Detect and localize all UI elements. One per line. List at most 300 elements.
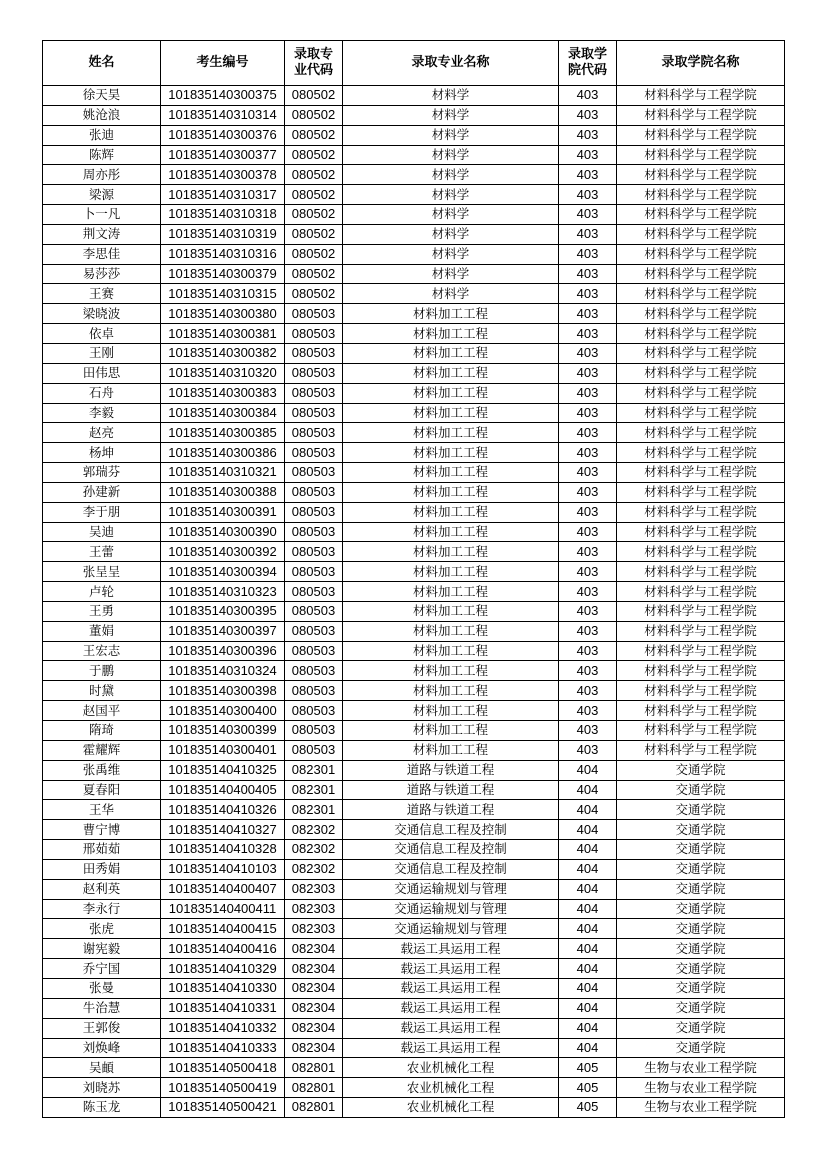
major-code-cell: 082801 bbox=[285, 1098, 343, 1118]
major-name-cell: 材料学 bbox=[343, 145, 559, 165]
college-code-cell: 404 bbox=[559, 1038, 617, 1058]
college-code-cell: 404 bbox=[559, 820, 617, 840]
college-code-cell: 404 bbox=[559, 840, 617, 860]
exam-number-cell: 101835140410329 bbox=[161, 959, 285, 979]
major-code-cell: 080503 bbox=[285, 343, 343, 363]
college-name-cell: 交通学院 bbox=[617, 840, 785, 860]
exam-number-cell: 101835140410333 bbox=[161, 1038, 285, 1058]
student-name-cell: 李永行 bbox=[43, 899, 161, 919]
exam-number-cell: 101835140310323 bbox=[161, 582, 285, 602]
major-name-cell: 载运工具运用工程 bbox=[343, 959, 559, 979]
college-name-cell: 材料科学与工程学院 bbox=[617, 701, 785, 721]
exam-number-cell: 101835140300377 bbox=[161, 145, 285, 165]
college-code-cell: 404 bbox=[559, 978, 617, 998]
exam-number-cell: 101835140400407 bbox=[161, 879, 285, 899]
major-code-cell: 080502 bbox=[285, 145, 343, 165]
major-code-cell: 080503 bbox=[285, 502, 343, 522]
college-name-cell: 材料科学与工程学院 bbox=[617, 482, 785, 502]
student-name-cell: 徐天昊 bbox=[43, 86, 161, 106]
major-name-cell: 材料加工工程 bbox=[343, 482, 559, 502]
major-name-cell: 载运工具运用工程 bbox=[343, 998, 559, 1018]
college-name-cell: 交通学院 bbox=[617, 919, 785, 939]
college-code-cell: 403 bbox=[559, 145, 617, 165]
college-code-cell: 403 bbox=[559, 482, 617, 502]
exam-number-cell: 101835140300394 bbox=[161, 562, 285, 582]
major-code-cell: 080503 bbox=[285, 562, 343, 582]
table-row bbox=[43, 264, 785, 284]
table-row bbox=[43, 740, 785, 760]
major-name-cell: 材料加工工程 bbox=[343, 324, 559, 344]
major-name-cell: 材料加工工程 bbox=[343, 403, 559, 423]
student-name-cell: 夏春阳 bbox=[43, 780, 161, 800]
major-name-cell: 农业机械化工程 bbox=[343, 1058, 559, 1078]
major-code-cell: 082801 bbox=[285, 1058, 343, 1078]
student-name-cell: 牛治慧 bbox=[43, 998, 161, 1018]
exam-number-cell: 101835140410325 bbox=[161, 760, 285, 780]
exam-number-cell: 101835140310319 bbox=[161, 224, 285, 244]
college-code-cell: 405 bbox=[559, 1098, 617, 1118]
major-name-cell: 载运工具运用工程 bbox=[343, 1018, 559, 1038]
college-name-cell: 生物与农业工程学院 bbox=[617, 1098, 785, 1118]
college-code-cell: 404 bbox=[559, 959, 617, 979]
table-row bbox=[43, 661, 785, 681]
student-name-cell: 谢宪毅 bbox=[43, 939, 161, 959]
major-name-cell: 材料加工工程 bbox=[343, 343, 559, 363]
student-name-cell: 赵利英 bbox=[43, 879, 161, 899]
student-name-cell: 邢茹茹 bbox=[43, 840, 161, 860]
college-name-cell: 交通学院 bbox=[617, 998, 785, 1018]
college-name-cell: 材料科学与工程学院 bbox=[617, 641, 785, 661]
major-name-cell: 载运工具运用工程 bbox=[343, 939, 559, 959]
exam-number-cell: 101835140310314 bbox=[161, 105, 285, 125]
exam-number-cell: 101835140300391 bbox=[161, 502, 285, 522]
table-row bbox=[43, 978, 785, 998]
college-code-cell: 403 bbox=[559, 443, 617, 463]
college-code-cell: 403 bbox=[559, 304, 617, 324]
exam-number-cell: 101835140300379 bbox=[161, 264, 285, 284]
college-name-cell: 交通学院 bbox=[617, 820, 785, 840]
major-code-cell: 080503 bbox=[285, 740, 343, 760]
exam-number-cell: 101835140310321 bbox=[161, 463, 285, 483]
student-name-cell: 张曼 bbox=[43, 978, 161, 998]
college-name-cell: 材料科学与工程学院 bbox=[617, 363, 785, 383]
student-name-cell: 梁晓波 bbox=[43, 304, 161, 324]
table-row bbox=[43, 145, 785, 165]
major-name-cell: 材料加工工程 bbox=[343, 383, 559, 403]
table-row bbox=[43, 443, 785, 463]
college-code-cell: 404 bbox=[559, 780, 617, 800]
college-name-cell: 材料科学与工程学院 bbox=[617, 145, 785, 165]
major-code-cell: 080502 bbox=[285, 224, 343, 244]
table-row bbox=[43, 899, 785, 919]
major-code-cell: 082303 bbox=[285, 919, 343, 939]
exam-number-cell: 101835140300398 bbox=[161, 681, 285, 701]
college-code-cell: 403 bbox=[559, 721, 617, 741]
major-code-cell: 082301 bbox=[285, 780, 343, 800]
major-code-cell: 080503 bbox=[285, 324, 343, 344]
college-code-cell: 404 bbox=[559, 859, 617, 879]
major-name-cell: 农业机械化工程 bbox=[343, 1078, 559, 1098]
college-code-cell: 404 bbox=[559, 800, 617, 820]
college-name-cell: 材料科学与工程学院 bbox=[617, 105, 785, 125]
table-row bbox=[43, 363, 785, 383]
major-code-cell: 080503 bbox=[285, 304, 343, 324]
student-name-cell: 王郭俊 bbox=[43, 1018, 161, 1038]
table-row bbox=[43, 562, 785, 582]
table-row bbox=[43, 681, 785, 701]
student-name-cell: 郭瑞芬 bbox=[43, 463, 161, 483]
college-name-cell: 材料科学与工程学院 bbox=[617, 224, 785, 244]
college-code-cell: 404 bbox=[559, 998, 617, 1018]
exam-number-cell: 101835140300390 bbox=[161, 522, 285, 542]
student-name-cell: 易莎莎 bbox=[43, 264, 161, 284]
exam-number-cell: 101835140400416 bbox=[161, 939, 285, 959]
major-name-cell: 交通运输规划与管理 bbox=[343, 879, 559, 899]
major-code-cell: 082302 bbox=[285, 859, 343, 879]
major-code-cell: 080503 bbox=[285, 463, 343, 483]
college-code-cell: 403 bbox=[559, 383, 617, 403]
college-name-cell: 材料科学与工程学院 bbox=[617, 443, 785, 463]
table-row bbox=[43, 125, 785, 145]
major-code-cell: 082304 bbox=[285, 978, 343, 998]
college-name-cell: 材料科学与工程学院 bbox=[617, 562, 785, 582]
college-code-cell: 403 bbox=[559, 284, 617, 304]
exam-number-cell: 101835140400411 bbox=[161, 899, 285, 919]
table-row bbox=[43, 482, 785, 502]
exam-number-cell: 101835140410331 bbox=[161, 998, 285, 1018]
major-code-cell: 080502 bbox=[285, 244, 343, 264]
admission-table bbox=[42, 40, 785, 1118]
exam-number-cell: 101835140400415 bbox=[161, 919, 285, 939]
table-row bbox=[43, 701, 785, 721]
header-row bbox=[43, 41, 785, 86]
major-code-cell: 080503 bbox=[285, 403, 343, 423]
college-name-cell: 交通学院 bbox=[617, 959, 785, 979]
college-code-cell: 403 bbox=[559, 542, 617, 562]
college-name-cell: 材料科学与工程学院 bbox=[617, 522, 785, 542]
student-name-cell: 周亦彤 bbox=[43, 165, 161, 185]
college-code-cell: 403 bbox=[559, 363, 617, 383]
exam-number-cell: 101835140300397 bbox=[161, 621, 285, 641]
table-row bbox=[43, 185, 785, 205]
major-code-cell: 082304 bbox=[285, 1038, 343, 1058]
major-code-cell: 080503 bbox=[285, 423, 343, 443]
college-code-cell: 404 bbox=[559, 760, 617, 780]
college-code-cell: 403 bbox=[559, 244, 617, 264]
header-college-name: 录取学院名称 bbox=[617, 41, 785, 86]
college-name-cell: 交通学院 bbox=[617, 1018, 785, 1038]
exam-number-cell: 101835140400405 bbox=[161, 780, 285, 800]
major-name-cell: 材料加工工程 bbox=[343, 582, 559, 602]
table-row bbox=[43, 304, 785, 324]
major-name-cell: 材料学 bbox=[343, 105, 559, 125]
table-row bbox=[43, 1098, 785, 1118]
college-code-cell: 403 bbox=[559, 621, 617, 641]
major-code-cell: 080503 bbox=[285, 661, 343, 681]
table-row bbox=[43, 324, 785, 344]
table-row bbox=[43, 522, 785, 542]
major-name-cell: 材料加工工程 bbox=[343, 522, 559, 542]
exam-number-cell: 101835140300400 bbox=[161, 701, 285, 721]
college-name-cell: 材料科学与工程学院 bbox=[617, 125, 785, 145]
table-row bbox=[43, 502, 785, 522]
header-name: 姓名 bbox=[43, 41, 161, 86]
exam-number-cell: 101835140300395 bbox=[161, 601, 285, 621]
college-name-cell: 交通学院 bbox=[617, 800, 785, 820]
college-code-cell: 403 bbox=[559, 324, 617, 344]
table-row bbox=[43, 800, 785, 820]
student-name-cell: 杨坤 bbox=[43, 443, 161, 463]
table-body bbox=[43, 86, 785, 1118]
major-code-cell: 080502 bbox=[285, 165, 343, 185]
college-name-cell: 材料科学与工程学院 bbox=[617, 383, 785, 403]
student-name-cell: 田伟思 bbox=[43, 363, 161, 383]
major-name-cell: 材料学 bbox=[343, 165, 559, 185]
exam-number-cell: 101835140500421 bbox=[161, 1098, 285, 1118]
major-code-cell: 082304 bbox=[285, 939, 343, 959]
student-name-cell: 孙建新 bbox=[43, 482, 161, 502]
student-name-cell: 于鹏 bbox=[43, 661, 161, 681]
major-name-cell: 材料加工工程 bbox=[343, 423, 559, 443]
student-name-cell: 李毅 bbox=[43, 403, 161, 423]
college-code-cell: 403 bbox=[559, 205, 617, 225]
table-row bbox=[43, 621, 785, 641]
student-name-cell: 卢轮 bbox=[43, 582, 161, 602]
major-name-cell: 材料加工工程 bbox=[343, 363, 559, 383]
header-major-code: 录取专业代码 bbox=[285, 41, 343, 86]
major-name-cell: 交通信息工程及控制 bbox=[343, 840, 559, 860]
major-code-cell: 080502 bbox=[285, 205, 343, 225]
table-row bbox=[43, 165, 785, 185]
student-name-cell: 霍耀辉 bbox=[43, 740, 161, 760]
college-code-cell: 405 bbox=[559, 1078, 617, 1098]
college-name-cell: 材料科学与工程学院 bbox=[617, 582, 785, 602]
college-code-cell: 404 bbox=[559, 879, 617, 899]
college-name-cell: 交通学院 bbox=[617, 879, 785, 899]
major-code-cell: 082302 bbox=[285, 840, 343, 860]
major-name-cell: 材料加工工程 bbox=[343, 463, 559, 483]
exam-number-cell: 101835140300385 bbox=[161, 423, 285, 443]
student-name-cell: 依卓 bbox=[43, 324, 161, 344]
major-code-cell: 080503 bbox=[285, 601, 343, 621]
major-name-cell: 农业机械化工程 bbox=[343, 1098, 559, 1118]
exam-number-cell: 101835140410332 bbox=[161, 1018, 285, 1038]
college-code-cell: 403 bbox=[559, 661, 617, 681]
major-name-cell: 材料加工工程 bbox=[343, 701, 559, 721]
major-code-cell: 080503 bbox=[285, 582, 343, 602]
college-name-cell: 材料科学与工程学院 bbox=[617, 284, 785, 304]
exam-number-cell: 101835140300380 bbox=[161, 304, 285, 324]
exam-number-cell: 101835140300375 bbox=[161, 86, 285, 106]
student-name-cell: 陈辉 bbox=[43, 145, 161, 165]
major-code-cell: 080503 bbox=[285, 681, 343, 701]
major-code-cell: 080502 bbox=[285, 86, 343, 106]
major-code-cell: 080503 bbox=[285, 721, 343, 741]
college-code-cell: 403 bbox=[559, 681, 617, 701]
student-name-cell: 王勇 bbox=[43, 601, 161, 621]
major-code-cell: 080503 bbox=[285, 542, 343, 562]
college-code-cell: 403 bbox=[559, 522, 617, 542]
exam-number-cell: 101835140300378 bbox=[161, 165, 285, 185]
table-row bbox=[43, 1078, 785, 1098]
major-name-cell: 载运工具运用工程 bbox=[343, 978, 559, 998]
major-code-cell: 080503 bbox=[285, 482, 343, 502]
exam-number-cell: 101835140310317 bbox=[161, 185, 285, 205]
college-name-cell: 材料科学与工程学院 bbox=[617, 740, 785, 760]
table-row bbox=[43, 403, 785, 423]
table-row bbox=[43, 601, 785, 621]
table-row bbox=[43, 820, 785, 840]
exam-number-cell: 101835140300388 bbox=[161, 482, 285, 502]
student-name-cell: 石舟 bbox=[43, 383, 161, 403]
college-name-cell: 交通学院 bbox=[617, 899, 785, 919]
major-code-cell: 082303 bbox=[285, 899, 343, 919]
college-code-cell: 404 bbox=[559, 1018, 617, 1038]
major-name-cell: 材料学 bbox=[343, 125, 559, 145]
major-name-cell: 材料加工工程 bbox=[343, 562, 559, 582]
college-code-cell: 403 bbox=[559, 125, 617, 145]
major-name-cell: 道路与铁道工程 bbox=[343, 800, 559, 820]
student-name-cell: 张禹维 bbox=[43, 760, 161, 780]
table-row bbox=[43, 244, 785, 264]
major-code-cell: 080502 bbox=[285, 185, 343, 205]
college-name-cell: 生物与农业工程学院 bbox=[617, 1078, 785, 1098]
major-name-cell: 材料学 bbox=[343, 205, 559, 225]
student-name-cell: 赵国平 bbox=[43, 701, 161, 721]
table-row bbox=[43, 105, 785, 125]
exam-number-cell: 101835140300376 bbox=[161, 125, 285, 145]
college-name-cell: 材料科学与工程学院 bbox=[617, 423, 785, 443]
college-name-cell: 材料科学与工程学院 bbox=[617, 681, 785, 701]
exam-number-cell: 101835140500419 bbox=[161, 1078, 285, 1098]
college-name-cell: 材料科学与工程学院 bbox=[617, 244, 785, 264]
student-name-cell: 王宏志 bbox=[43, 641, 161, 661]
college-code-cell: 404 bbox=[559, 919, 617, 939]
college-name-cell: 材料科学与工程学院 bbox=[617, 542, 785, 562]
table-row bbox=[43, 86, 785, 106]
major-name-cell: 材料加工工程 bbox=[343, 681, 559, 701]
major-name-cell: 材料加工工程 bbox=[343, 621, 559, 641]
exam-number-cell: 101835140310318 bbox=[161, 205, 285, 225]
table-row bbox=[43, 998, 785, 1018]
table-row bbox=[43, 383, 785, 403]
exam-number-cell: 101835140300396 bbox=[161, 641, 285, 661]
major-name-cell: 材料学 bbox=[343, 284, 559, 304]
student-name-cell: 卜一凡 bbox=[43, 205, 161, 225]
student-name-cell: 姚沧浪 bbox=[43, 105, 161, 125]
exam-number-cell: 101835140300386 bbox=[161, 443, 285, 463]
major-code-cell: 082301 bbox=[285, 760, 343, 780]
exam-number-cell: 101835140500418 bbox=[161, 1058, 285, 1078]
college-name-cell: 材料科学与工程学院 bbox=[617, 185, 785, 205]
college-code-cell: 404 bbox=[559, 899, 617, 919]
college-name-cell: 交通学院 bbox=[617, 760, 785, 780]
college-code-cell: 403 bbox=[559, 105, 617, 125]
major-name-cell: 材料加工工程 bbox=[343, 641, 559, 661]
major-code-cell: 080503 bbox=[285, 621, 343, 641]
major-name-cell: 交通运输规划与管理 bbox=[343, 899, 559, 919]
student-name-cell: 刘晓苏 bbox=[43, 1078, 161, 1098]
major-name-cell: 材料学 bbox=[343, 185, 559, 205]
exam-number-cell: 101835140300381 bbox=[161, 324, 285, 344]
major-code-cell: 080502 bbox=[285, 105, 343, 125]
major-code-cell: 082303 bbox=[285, 879, 343, 899]
college-code-cell: 403 bbox=[559, 601, 617, 621]
student-name-cell: 梁源 bbox=[43, 185, 161, 205]
college-code-cell: 403 bbox=[559, 343, 617, 363]
college-name-cell: 材料科学与工程学院 bbox=[617, 601, 785, 621]
student-name-cell: 时黛 bbox=[43, 681, 161, 701]
student-name-cell: 陈玉龙 bbox=[43, 1098, 161, 1118]
student-name-cell: 曹宁博 bbox=[43, 820, 161, 840]
college-code-cell: 403 bbox=[559, 185, 617, 205]
exam-number-cell: 101835140300392 bbox=[161, 542, 285, 562]
exam-number-cell: 101835140410103 bbox=[161, 859, 285, 879]
major-code-cell: 080502 bbox=[285, 264, 343, 284]
exam-number-cell: 101835140300382 bbox=[161, 343, 285, 363]
major-name-cell: 材料加工工程 bbox=[343, 661, 559, 681]
student-name-cell: 董娟 bbox=[43, 621, 161, 641]
major-name-cell: 材料加工工程 bbox=[343, 304, 559, 324]
major-code-cell: 080503 bbox=[285, 443, 343, 463]
college-code-cell: 404 bbox=[559, 939, 617, 959]
table-row bbox=[43, 760, 785, 780]
table-row bbox=[43, 939, 785, 959]
college-code-cell: 403 bbox=[559, 423, 617, 443]
major-name-cell: 材料加工工程 bbox=[343, 721, 559, 741]
major-name-cell: 道路与铁道工程 bbox=[343, 760, 559, 780]
student-name-cell: 李思佳 bbox=[43, 244, 161, 264]
table-row bbox=[43, 879, 785, 899]
table-row bbox=[43, 343, 785, 363]
major-name-cell: 材料学 bbox=[343, 264, 559, 284]
exam-number-cell: 101835140300383 bbox=[161, 383, 285, 403]
college-name-cell: 材料科学与工程学院 bbox=[617, 721, 785, 741]
college-code-cell: 403 bbox=[559, 641, 617, 661]
major-name-cell: 载运工具运用工程 bbox=[343, 1038, 559, 1058]
student-name-cell: 赵亮 bbox=[43, 423, 161, 443]
major-code-cell: 080503 bbox=[285, 701, 343, 721]
college-name-cell: 材料科学与工程学院 bbox=[617, 621, 785, 641]
exam-number-cell: 101835140410330 bbox=[161, 978, 285, 998]
major-code-cell: 082301 bbox=[285, 800, 343, 820]
student-name-cell: 王刚 bbox=[43, 343, 161, 363]
student-name-cell: 乔宁国 bbox=[43, 959, 161, 979]
student-name-cell: 王蕾 bbox=[43, 542, 161, 562]
college-name-cell: 材料科学与工程学院 bbox=[617, 403, 785, 423]
table-row bbox=[43, 641, 785, 661]
exam-number-cell: 101835140310324 bbox=[161, 661, 285, 681]
header-major-name: 录取专业名称 bbox=[343, 41, 559, 86]
exam-number-cell: 101835140300399 bbox=[161, 721, 285, 741]
college-code-cell: 403 bbox=[559, 562, 617, 582]
college-code-cell: 403 bbox=[559, 165, 617, 185]
table-row bbox=[43, 542, 785, 562]
college-code-cell: 403 bbox=[559, 264, 617, 284]
major-name-cell: 材料加工工程 bbox=[343, 502, 559, 522]
college-code-cell: 405 bbox=[559, 1058, 617, 1078]
college-name-cell: 材料科学与工程学院 bbox=[617, 304, 785, 324]
major-name-cell: 材料学 bbox=[343, 224, 559, 244]
student-name-cell: 王华 bbox=[43, 800, 161, 820]
exam-number-cell: 101835140300384 bbox=[161, 403, 285, 423]
major-code-cell: 080503 bbox=[285, 363, 343, 383]
table-row bbox=[43, 205, 785, 225]
major-code-cell: 082304 bbox=[285, 959, 343, 979]
major-code-cell: 080503 bbox=[285, 383, 343, 403]
major-code-cell: 080502 bbox=[285, 284, 343, 304]
major-name-cell: 材料加工工程 bbox=[343, 601, 559, 621]
